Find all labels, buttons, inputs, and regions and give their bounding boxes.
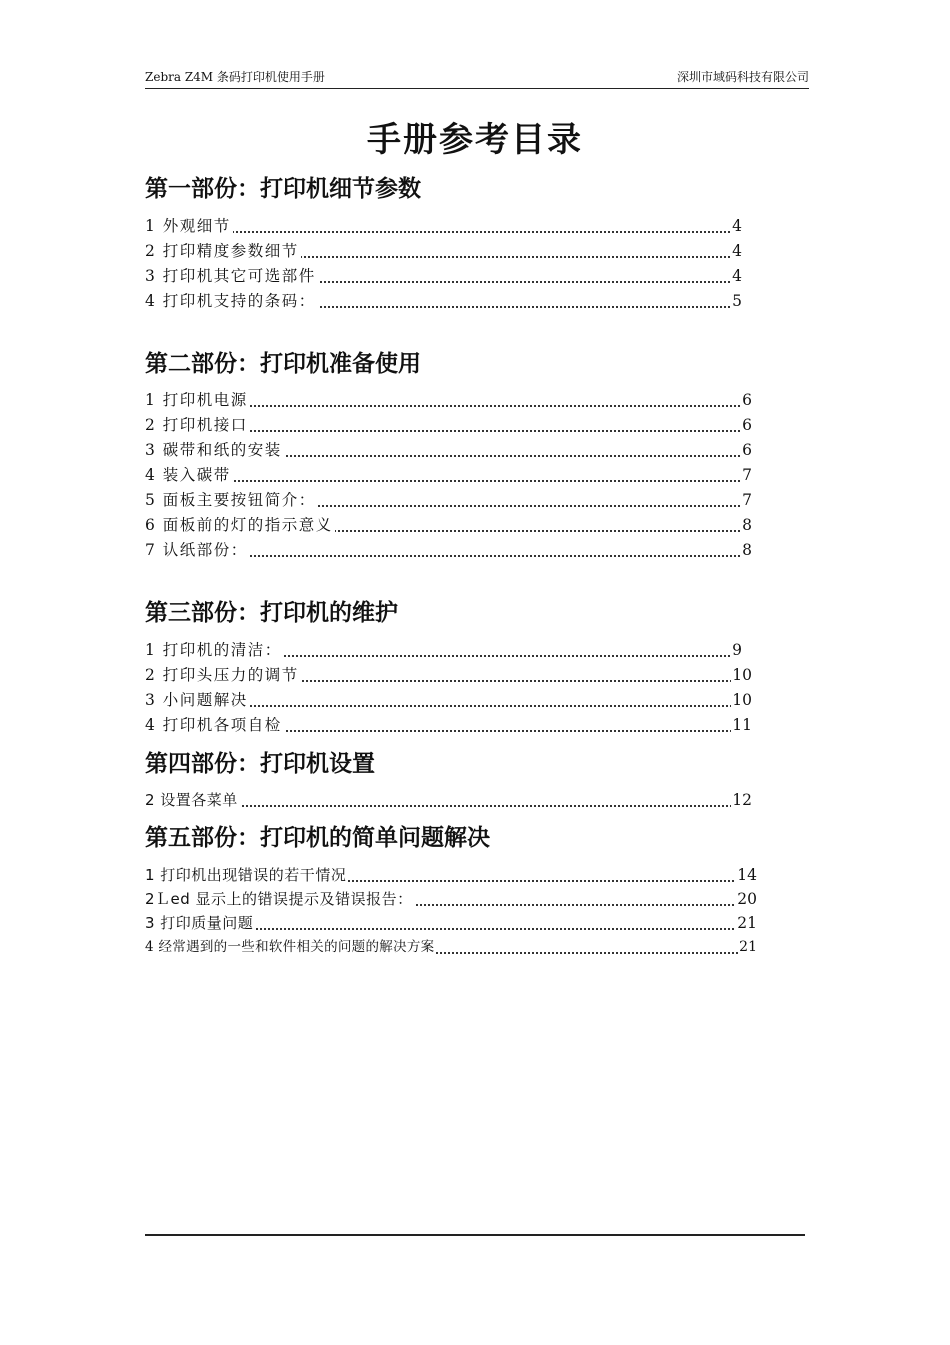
toc-entry-label: 4 装入碳带 bbox=[145, 466, 231, 484]
toc-entry-label: 7 认纸部份： bbox=[145, 541, 248, 559]
toc-entry[interactable] bbox=[145, 240, 742, 262]
toc-entry-page: 10 bbox=[732, 691, 752, 709]
toc-entry-page: 12 bbox=[732, 791, 752, 809]
toc-entry-label: 3 打印机其它可选部件 bbox=[145, 267, 316, 285]
section-heading-1: 第一部份：打印机细节参数 bbox=[145, 176, 421, 202]
toc-entry[interactable] bbox=[145, 888, 757, 910]
toc-entry[interactable] bbox=[145, 290, 742, 312]
toc-entry-label: 3 碳带和纸的安装 bbox=[145, 441, 282, 459]
toc-entry-label: 4 打印机各项自检 bbox=[145, 716, 282, 734]
section-heading-5: 第五部份：打印机的简单问题解决 bbox=[145, 825, 490, 851]
toc-entry-page: 4 bbox=[732, 267, 742, 285]
toc-entry-label: 1 打印机的清洁： bbox=[145, 641, 282, 659]
section-heading-3: 第三部份：打印机的维护 bbox=[145, 600, 398, 626]
toc-entry-page: 21 bbox=[737, 914, 757, 932]
toc-entry-label: 2 设置各菜单 bbox=[145, 791, 238, 809]
toc-entry-label: 6 面板前的灯的指示意义 bbox=[145, 516, 333, 534]
toc-entry-page: 8 bbox=[742, 516, 752, 534]
dot-leader bbox=[145, 231, 742, 233]
toc-entry[interactable] bbox=[145, 414, 752, 436]
toc-entry-label: 5 面板主要按钮简介： bbox=[145, 491, 316, 509]
toc-entry-page: 6 bbox=[742, 416, 752, 434]
toc-entry[interactable] bbox=[145, 689, 752, 711]
toc-entry-label: 1 外观细节 bbox=[145, 217, 231, 235]
document-title: 手册参考目录 bbox=[367, 120, 583, 160]
toc-entry-page: 9 bbox=[732, 641, 742, 659]
toc-entry[interactable] bbox=[145, 539, 752, 561]
toc-entry[interactable] bbox=[145, 389, 752, 411]
toc-entry[interactable] bbox=[145, 464, 752, 486]
section-heading-4: 第四部份：打印机设置 bbox=[145, 751, 375, 777]
toc-entry-label: 3 打印质量问题 bbox=[145, 914, 254, 932]
toc-entry-page: 20 bbox=[737, 890, 757, 908]
dot-leader bbox=[145, 480, 752, 482]
toc-entry-page: 4 bbox=[732, 217, 742, 235]
section-heading-2: 第二部份：打印机准备使用 bbox=[145, 351, 421, 377]
toc-entry-page: 6 bbox=[742, 391, 752, 409]
toc-entry-page: 7 bbox=[742, 491, 752, 509]
toc-entry-page: 21 bbox=[738, 936, 757, 958]
toc-entry-page: 4 bbox=[732, 242, 742, 260]
toc-entry-label: 4 经常遇到的一些和软件相关的问题的解决方案 bbox=[145, 936, 436, 958]
toc-entry-label: 4 打印机支持的条码： bbox=[145, 292, 316, 310]
toc-entry[interactable] bbox=[145, 714, 752, 736]
toc-entry-label: 2Ｌed 显示上的错误提示及错误报告： bbox=[145, 890, 413, 908]
toc-entry-label: 2 打印头压力的调节 bbox=[145, 666, 299, 684]
toc-entry-label: 1 打印机出现错误的若干情况 bbox=[145, 866, 347, 884]
toc-entry-page: 5 bbox=[732, 292, 742, 310]
header-company-name: 深圳市域码科技有限公司 bbox=[676, 70, 809, 84]
header-manual-name: Zebra Z4M 条码打印机使用手册 bbox=[145, 70, 325, 84]
toc-entry[interactable] bbox=[145, 936, 757, 958]
toc-entry-label: 3 小问题解决 bbox=[145, 691, 248, 709]
toc-entry[interactable] bbox=[145, 514, 752, 536]
toc-entry[interactable] bbox=[145, 864, 757, 886]
toc-entry[interactable] bbox=[145, 439, 752, 461]
toc-entry[interactable] bbox=[145, 789, 752, 811]
toc-entry-page: 11 bbox=[732, 716, 752, 734]
toc-entry-page: 8 bbox=[742, 541, 752, 559]
toc-entry-page: 14 bbox=[737, 866, 757, 884]
toc-entry-page: 10 bbox=[732, 666, 752, 684]
toc-entry-label: 1 打印机电源 bbox=[145, 391, 248, 409]
toc-entry-page: 6 bbox=[742, 441, 752, 459]
footer-rule bbox=[145, 1234, 805, 1236]
toc-entry[interactable] bbox=[145, 639, 742, 661]
toc-entry[interactable] bbox=[145, 664, 752, 686]
toc-entry[interactable] bbox=[145, 489, 752, 511]
toc-entry-page: 7 bbox=[742, 466, 752, 484]
toc-entry-label: 2 打印精度参数细节 bbox=[145, 242, 299, 260]
toc-entry[interactable] bbox=[145, 215, 742, 237]
toc-entry-label: 2 打印机接口 bbox=[145, 416, 248, 434]
toc-entry[interactable] bbox=[145, 265, 742, 287]
toc-entry[interactable] bbox=[145, 912, 757, 934]
page-header bbox=[145, 68, 809, 89]
